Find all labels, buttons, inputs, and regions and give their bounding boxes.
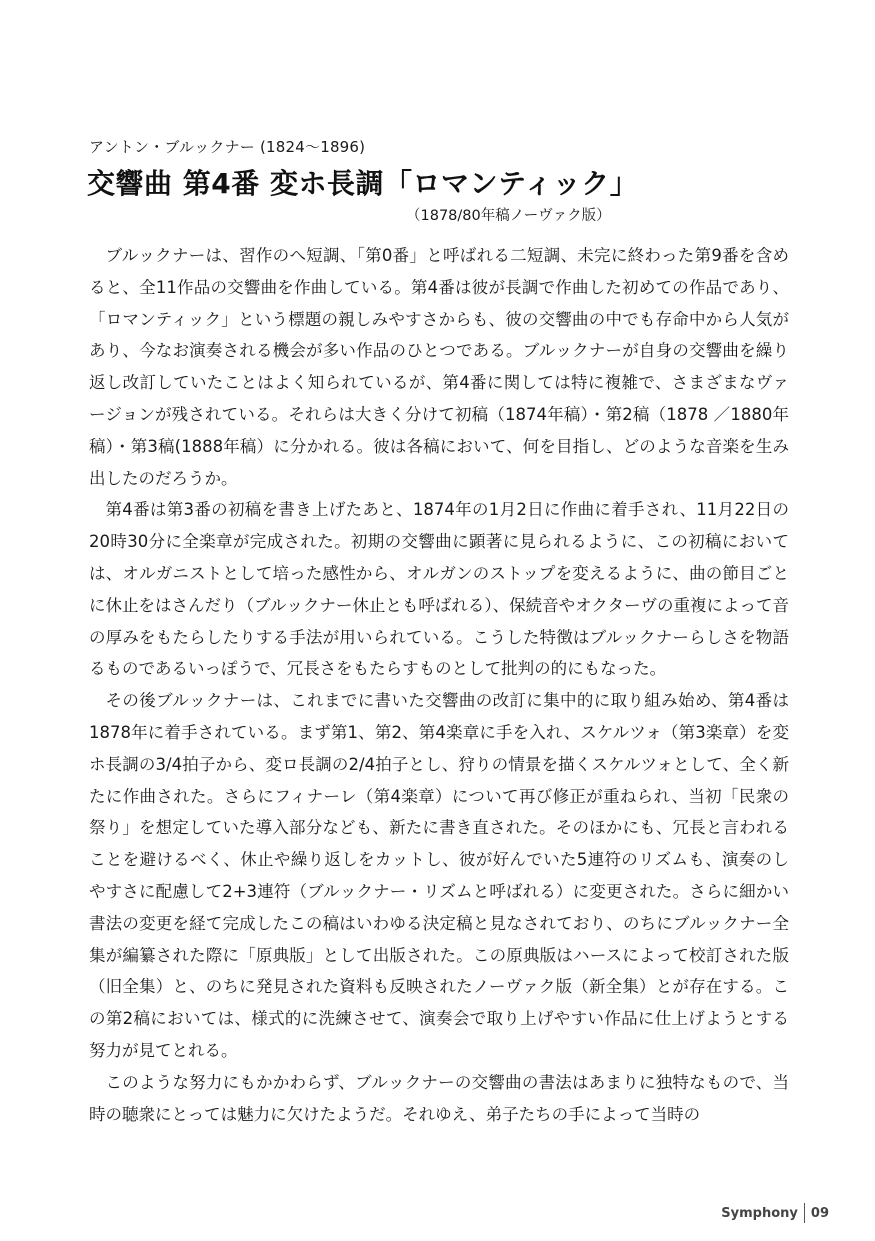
page-number: 09 (810, 1205, 829, 1221)
page-footer (721, 1203, 829, 1223)
footer-label: Symphony (721, 1205, 798, 1221)
composer-line: アントン・ブルックナー (1824〜1896) (89, 138, 366, 156)
footer-divider (804, 1203, 805, 1223)
paragraph: このような努力にもかかわらず、ブルックナーの交響曲の書法はあまりに独特なもので、当時の聴衆にとっては魅力に欠けたようだ。それゆえ、弟子たちの手によって当時の (89, 1072, 789, 1124)
paragraph: その後ブルックナーは、これまでに書いた交響曲の改訂に集中的に取り組み始め、第4番は1878年に着手されている。まず第1、第2、第4楽章に手を入れ、スケルツォ（第3楽章）を変ホ長調の3/4拍子から、変ロ長調の2/4拍子とし、狩りの情景を描くスケルツォとして、全く新たに作曲された。さらにフィナーレ（第4楽章）について再び修正が重ねられ、当初「民衆の祭り」を想定していた導入部分なども、新たに書き直された。そのほかにも、冗長と言われることを避けるべく、休止や繰り返しをカットし、彼が好んでいた5連符のリズムも、演奏のしやすさに配慮して2+3連符（ブルックナー・リズムと呼ばれる）に変更された。さらに細かい書法の変更を経て完成したこの稿はいわゆる決定稿と見なされており、のちにブルックナー全集が編纂された際に「原典版」として出版された。この原典版はハースによって校訂された版（旧全集）と、のちに発見された資料も反映されたノーヴァク版（新全集）とが存在する。この第2稿においては、様式的に洗練させて、演奏会で取り上げやすい作品に仕上げようとする努力が見てとれる。 (89, 691, 789, 1060)
article-body (89, 240, 789, 1130)
work-title: 交響曲 第4番 変ホ長調「ロマンティック」 (87, 167, 639, 200)
edition-note: （1878/80年稿ノーヴァク版） (406, 208, 611, 224)
paragraph: ブルックナーは、習作のへ短調、「第0番」と呼ばれる二短調、未完に終わった第9番を含めると、全11作品の交響曲を作曲している。第4番は彼が長調で作曲した初めての作品であり、「ロマンティック」という標題の親しみやすさからも、彼の交響曲の中でも存命中から人気があり、今なお演奏される機会が多い作品のひとつである。ブルックナーが自身の交響曲を繰り返し改訂していたことはよく知られているが、第4番に関しては特に複雑で、さまざまなヴァージョンが残されている。それらは大きく分けて初稿（1874年稿）・第2稿（1878 ／1880年稿）・第3稿(1888年稿）に分かれる。彼は各稿において、何を目指し、どのような音楽を生み出したのだろうか。 (89, 246, 789, 488)
paragraph: 第4番は第3番の初稿を書き上げたあと、1874年の1月2日に作曲に着手され、11月22日の20時30分に全楽章が完成された。初期の交響曲に顕著に見られるように、この初稿においては、オルガニストとして培った感性から、オルガンのストップを変えるように、曲の節目ごとに休止をはさんだり（ブルックナー休止とも呼ばれる）、保続音やオクターヴの重複によって音の厚みをもたらしたりする手法が用いられている。こうした特徴はブルックナーらしさを物語るものであるいっぽうで、冗長さをもたらすものとして批判の的にもなった。 (89, 500, 789, 679)
